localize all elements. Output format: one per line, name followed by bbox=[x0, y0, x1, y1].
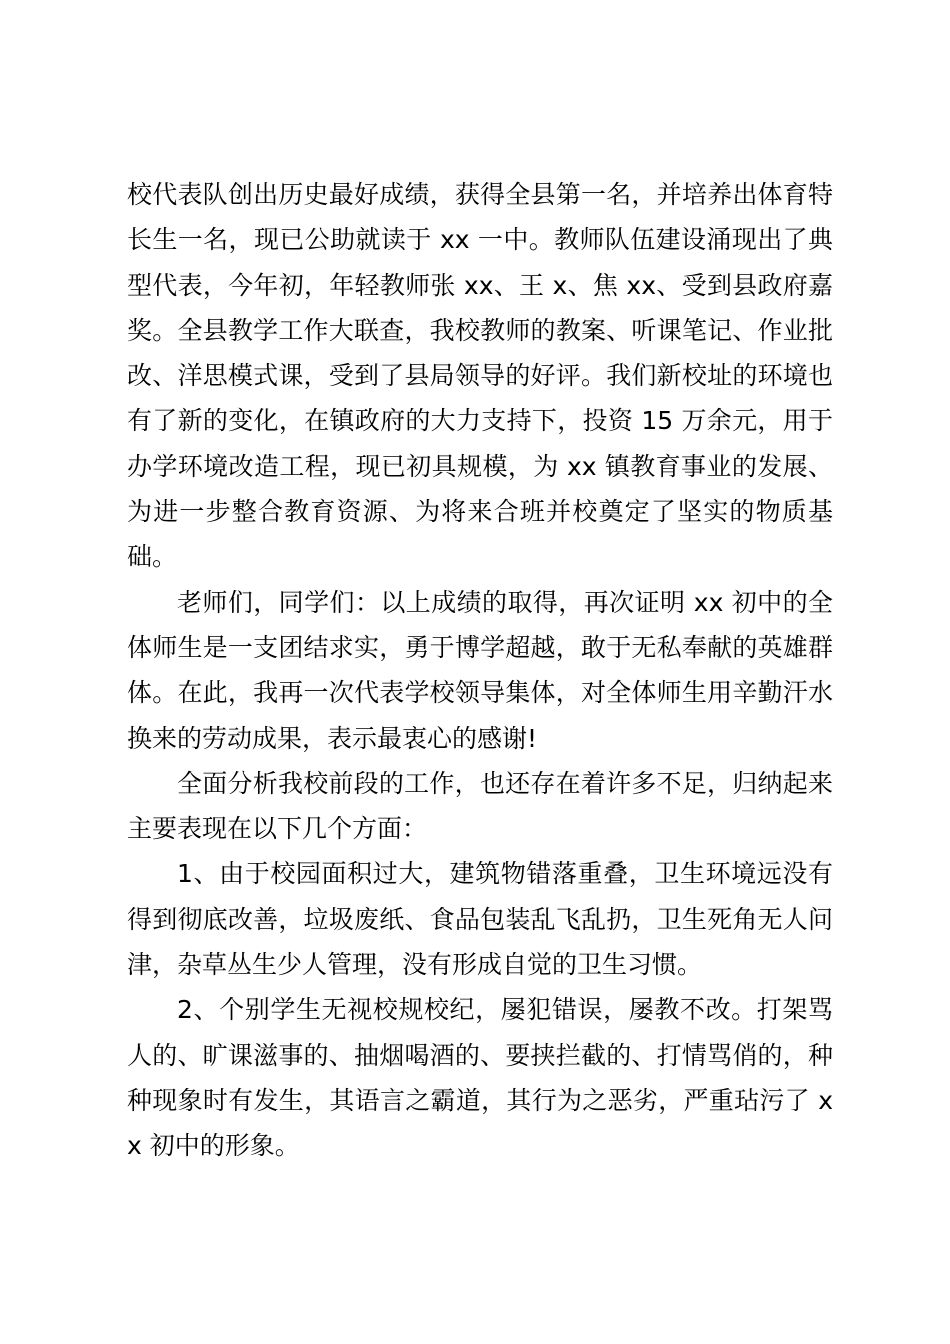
paragraph-continuation: 校代表队创出历史最好成绩，获得全县第一名，并培养出体育特长生一名，现已公助就读于 xx 一中。教师队伍建设涌现出了典型代表，今年初，年轻教师张 xx、王 x、焦 xx、受到县政府嘉奖。全县教学工作大联查，我校教师的教案、听课笔记、作业批改、洋思模式课，受到了县局领导的好评。我们新校址的环境也有了新的变化，在镇政府的大力支持下，投资 15 万余元，用于办学环境改造工程，现已初具规模，为 xx 镇教育事业的发展、为进一步整合教育资源、为将来合班并校奠定了坚实的物质基础。 bbox=[127, 180, 833, 572]
paragraph-address: 老师们，同学们：以上成绩的取得，再次证明 xx 初中的全体师生是一支团结求实，勇于博学超越，敢于无私奉献的英雄群体。在此，我再一次代表学校领导集体，对全体师生用辛勤汗水换来的劳动成果，表示最衷心的感谢! bbox=[127, 587, 833, 753]
paragraph-item-1: 1、由于校园面积过大，建筑物错落重叠，卫生环境远没有得到彻底改善，垃圾废纸、食品包装乱飞乱扔，卫生死角无人问津，杂草丛生少人管理，没有形成自觉的卫生习惯。 bbox=[127, 859, 833, 980]
document-page bbox=[127, 172, 833, 1169]
paragraph-shortcomings-intro: 全面分析我校前段的工作，也还存在着许多不足，归纳起来主要表现在以下几个方面： bbox=[127, 768, 833, 844]
paragraph-item-2: 2、个别学生无视校规校纪，屡犯错误，屡教不改。打架骂人的、旷课滋事的、抽烟喝酒的、要挟拦截的、打情骂俏的，种种现象时有发生，其语言之霸道，其行为之恶劣，严重玷污了 xx 初中的形象。 bbox=[127, 995, 833, 1161]
